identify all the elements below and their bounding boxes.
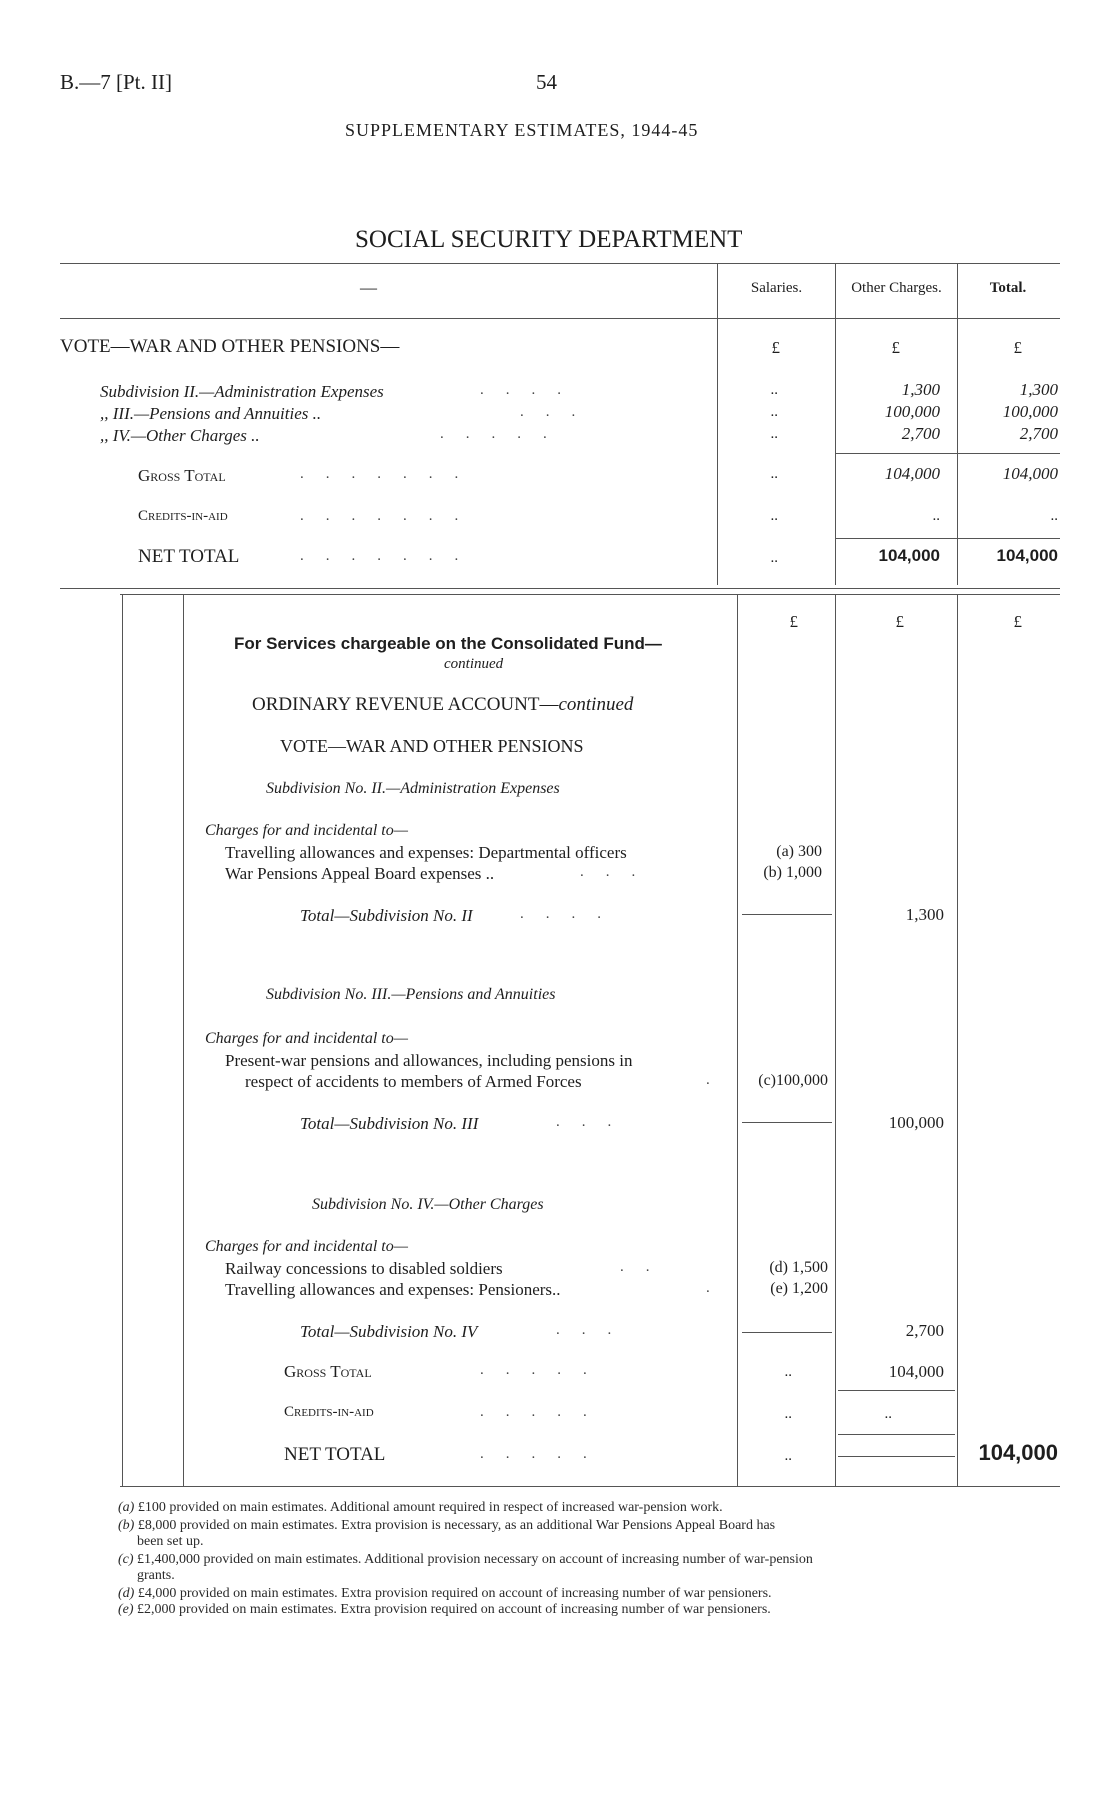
summary-net-total: 104,000 (996, 546, 1058, 565)
footnote-text: £2,000 provided on main estimates. Extra provision required on account of increasing number of war pensioners. (137, 1602, 771, 1617)
charge-amount: (c)100,000 (758, 1072, 828, 1089)
footnote-text: £8,000 provided on main estimates. Extra provision is necessary, as an additional War Pensions Appeal Board has (137, 1518, 776, 1533)
footnote-continuation: grants. (137, 1568, 175, 1583)
summary-cell: .. (770, 508, 778, 524)
subdivision-total-label: Total—Subdivision No. III (300, 1114, 479, 1133)
charge-item: Travelling allowances and expenses: Pensioners.. (225, 1280, 561, 1299)
leader-dots: ..... (440, 426, 569, 442)
detail-currency: £ (1013, 612, 1022, 631)
leader-dots: ....... (300, 508, 481, 524)
charge-item: Present-war pensions and allowances, including pensions in (225, 1051, 633, 1070)
detail-currency: £ (895, 612, 904, 631)
summary-net-other: 104,000 (878, 546, 940, 565)
net-rule (836, 538, 957, 539)
summary-row-label: Subdivision II.—Administration Expenses (100, 382, 384, 401)
leader-dots: ... (556, 1114, 634, 1130)
summary-cell: 1,300 (901, 380, 940, 399)
charge-amount: (a) 300 (776, 843, 822, 860)
summary-cell: .. (770, 426, 778, 442)
leader-dots: ..... (480, 1362, 609, 1378)
subdivision-total-label: Total—Subdivision No. IV (300, 1322, 478, 1341)
charges-heading: Charges for and incidental to— (205, 1030, 408, 1047)
detail-bottom-rule (120, 1486, 1060, 1487)
leader-dots: ....... (300, 466, 481, 482)
summary-cell: 100,000 (884, 402, 940, 421)
footnote-text: £1,400,000 provided on main estimates. Additional provision necessary on account of increasing number of war-pension (137, 1552, 813, 1567)
subdivision-title: Subdivision No. IV.—Other Charges (312, 1196, 544, 1213)
summary-stub-dash: — (360, 278, 377, 297)
summary-bottom-rule (60, 588, 1060, 589)
detail-col-rule-2 (835, 594, 836, 1486)
charges-heading: Charges for and incidental to— (205, 1238, 408, 1255)
subtotal-rule (958, 453, 1060, 454)
account-heading-text: ORDINARY REVENUE ACCOUNT— (252, 694, 559, 715)
footnote-continuation: been set up. (137, 1534, 204, 1549)
credits-in-aid-label: Credits-in-aid (138, 508, 228, 524)
net-rule (838, 1456, 955, 1457)
footnote (118, 1602, 771, 1617)
subtotal-rule (742, 914, 832, 915)
summary-cell: 2,700 (1019, 424, 1058, 443)
detail-net-total: 104,000 (978, 1440, 1058, 1465)
charge-item: Travelling allowances and expenses: Departmental officers (225, 843, 627, 862)
account-heading-continued: continued (558, 694, 634, 715)
subdivision-total: 100,000 (888, 1113, 944, 1132)
detail-credits-cell: .. (884, 1406, 892, 1422)
summary-cell: 104,000 (1002, 464, 1058, 483)
account-heading (252, 694, 633, 716)
footnote (118, 1552, 813, 1567)
summary-row-label: ,, III.—Pensions and Annuities .. (100, 404, 322, 423)
leader-dots: ..... (480, 1404, 609, 1420)
detail-col-rule-1 (737, 594, 738, 1486)
vote-heading: VOTE—WAR AND OTHER PENSIONS (280, 736, 584, 756)
net-total-label: NET TOTAL (138, 546, 240, 567)
leader-dots: . (706, 1280, 732, 1296)
subdivision-title: Subdivision No. III.—Pensions and Annuities (266, 986, 556, 1003)
footnote (118, 1500, 723, 1515)
subdivision-title: Subdivision No. II.—Administration Expenses (266, 780, 560, 797)
summary-cell: .. (770, 404, 778, 420)
subdivision-total: 2,700 (905, 1321, 944, 1340)
summary-header-rule (60, 318, 1060, 319)
consolidated-fund-continued: continued (444, 656, 504, 672)
detail-credits-label: Credits-in-aid (284, 1404, 374, 1420)
document-reference: B.—7 [Pt. II] (60, 70, 172, 94)
summary-row-label: ,, IV.—Other Charges .. (100, 426, 260, 445)
gross-total-label: Gross Total (138, 466, 226, 485)
footnote-mark: (d) (118, 1586, 135, 1601)
footnote-text: £100 provided on main estimates. Additional amount required in respect of increased war-pension work. (137, 1500, 723, 1515)
summary-col-rule-1 (717, 263, 718, 585)
summary-cell: .. (770, 466, 778, 482)
detail-top-rule (120, 594, 1060, 595)
summary-cell: 100,000 (1002, 402, 1058, 421)
charges-heading: Charges for and incidental to— (205, 822, 408, 839)
charge-amount: (e) 1,200 (770, 1280, 828, 1297)
charge-item: Railway concessions to disabled soldiers (225, 1259, 503, 1278)
department-title: SOCIAL SECURITY DEPARTMENT (355, 226, 743, 253)
summary-top-rule (60, 263, 1060, 264)
leader-dots: ... (556, 1322, 634, 1338)
leader-dots: ... (520, 404, 598, 420)
summary-cell: .. (932, 508, 940, 524)
charge-amount: (b) 1,000 (763, 864, 822, 881)
currency-salaries: £ (771, 338, 780, 357)
footnote-mark: (e) (118, 1602, 134, 1617)
leader-dots: ... (580, 864, 658, 880)
detail-gross-total-label: Gross Total (284, 1362, 372, 1381)
leader-dots: ..... (480, 1446, 609, 1462)
subtotal-rule (836, 453, 957, 454)
footnote (118, 1586, 772, 1601)
running-title: SUPPLEMENTARY ESTIMATES, 1944-45 (345, 120, 699, 140)
summary-cell: 104,000 (884, 464, 940, 483)
detail-col-rule-3 (957, 594, 958, 1486)
column-header-other-charges: Other Charges. (851, 280, 942, 296)
detail-net-cell: .. (784, 1448, 792, 1464)
vote-title: VOTE—WAR AND OTHER PENSIONS— (60, 336, 400, 357)
column-header-salaries: Salaries. (750, 280, 803, 296)
leader-dots: .. (620, 1259, 672, 1275)
page-number: 54 (536, 70, 557, 94)
subtotal-rule (742, 1122, 832, 1123)
charge-item: respect of accidents to members of Armed Forces (245, 1072, 582, 1091)
detail-gross-cell: .. (784, 1364, 792, 1380)
subdivision-total-label: Total—Subdivision No. II (300, 906, 473, 925)
summary-cell: .. (770, 550, 778, 566)
column-header-total: Total. (989, 280, 1027, 296)
gross-rule (838, 1390, 955, 1391)
detail-currency: £ (789, 612, 798, 631)
leader-dots: . (706, 1072, 732, 1088)
detail-credits-cell: .. (784, 1406, 792, 1422)
summary-cell: 1,300 (1019, 380, 1058, 399)
summary-cell: 2,700 (901, 424, 940, 443)
credits-rule (838, 1434, 955, 1435)
detail-margin-rule-2 (183, 594, 184, 1486)
currency-total: £ (1013, 338, 1022, 357)
detail-net-total-label: NET TOTAL (284, 1444, 386, 1465)
charge-item: War Pensions Appeal Board expenses .. (225, 864, 495, 883)
detail-gross-total: 104,000 (888, 1362, 944, 1381)
consolidated-fund-heading: For Services chargeable on the Consolidated Fund— (234, 634, 662, 653)
footnote-text: £4,000 provided on main estimates. Extra provision required on account of increasing number of war pensioners. (137, 1586, 772, 1601)
footnote-mark: (b) (118, 1518, 135, 1533)
summary-cell: .. (770, 382, 778, 398)
footnote (118, 1518, 775, 1533)
subtotal-rule (742, 1332, 832, 1333)
footnote-mark: (c) (118, 1552, 134, 1567)
leader-dots: .... (520, 906, 623, 922)
footnote-mark: (a) (118, 1500, 135, 1515)
charge-amount: (d) 1,500 (769, 1259, 828, 1276)
currency-other: £ (891, 338, 900, 357)
subdivision-total: 1,300 (905, 905, 944, 924)
summary-cell: .. (1050, 508, 1058, 524)
leader-dots: ....... (300, 548, 481, 564)
net-rule (958, 538, 1060, 539)
detail-margin-rule-1 (122, 594, 123, 1486)
leader-dots: .... (480, 382, 583, 398)
